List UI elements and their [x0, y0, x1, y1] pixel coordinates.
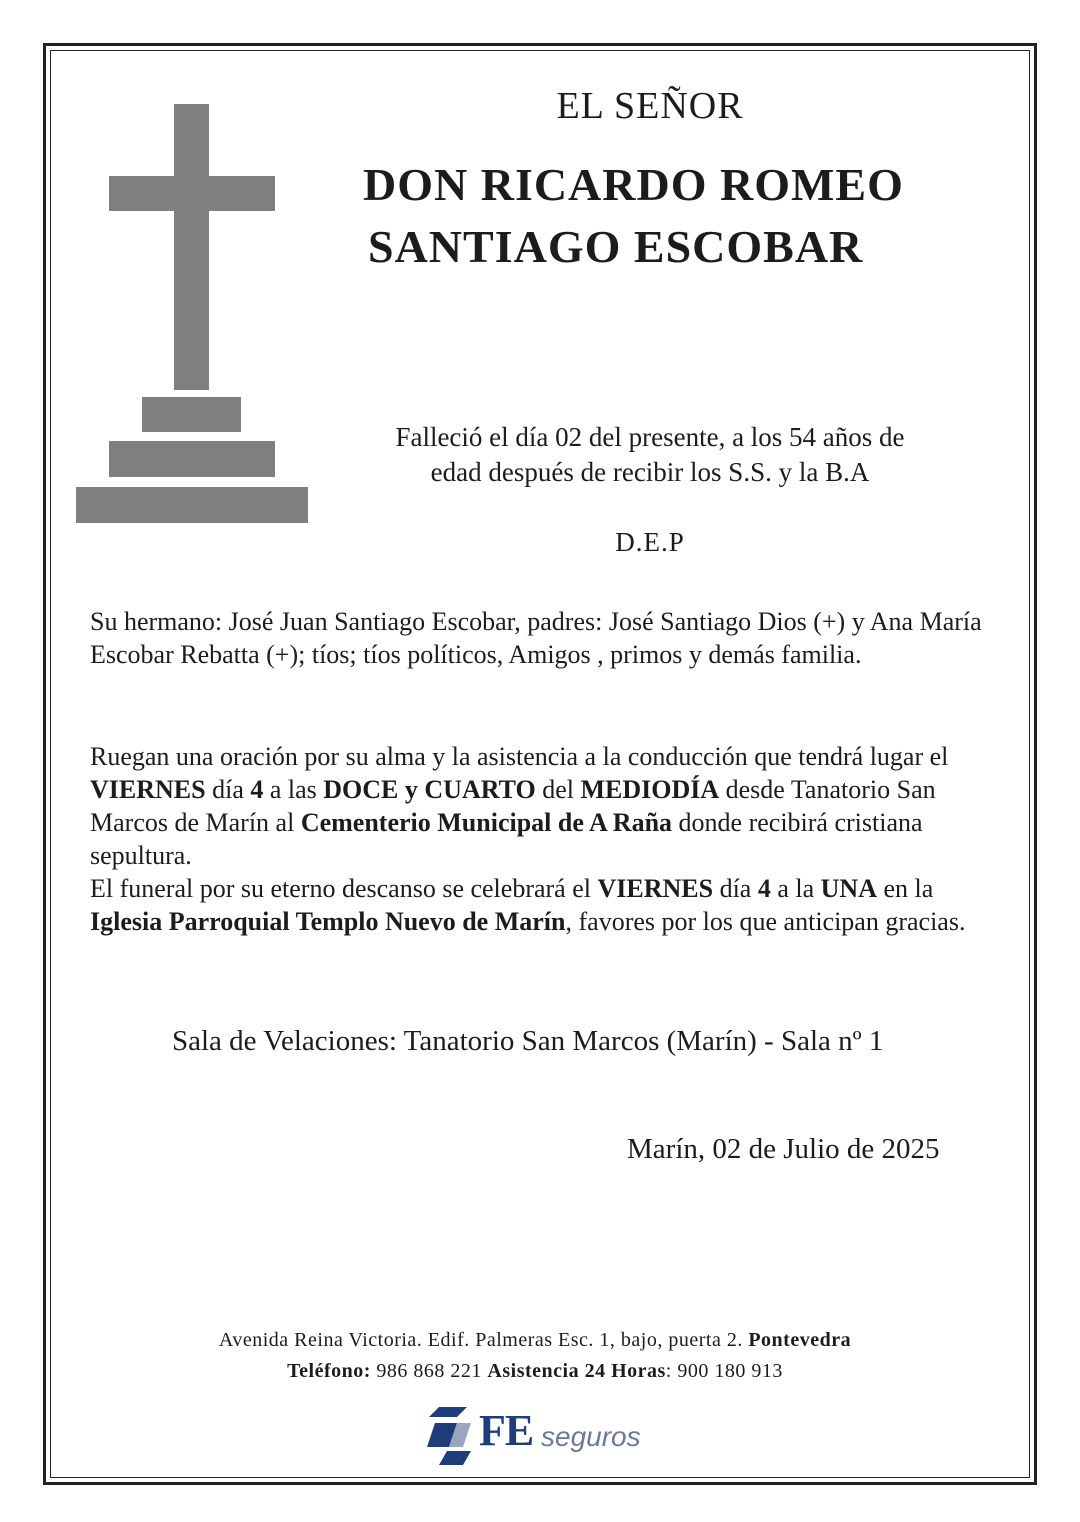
logo-mark-icon	[427, 1407, 475, 1465]
church-name: Iglesia Parroquial Templo Nuevo de Marín	[90, 907, 566, 936]
death-notice-line2: edad después de recibir los S.S. y la B.A	[430, 457, 870, 487]
fe-seguros-logo	[427, 1403, 657, 1465]
funeral-time: UNA	[820, 874, 877, 903]
death-notice	[320, 420, 980, 490]
conduction-day: VIERNES	[90, 775, 206, 804]
family-text: Su hermano: José Juan Santiago Escobar, padres: José Santiago Dios (+) y Ana María Escobar Rebatta (+); tíos; tíos políticos, Amigos , primos y demás familia.	[90, 607, 982, 669]
footer-phones: Teléfono: 986 868 221 Asistencia 24 Horas: 900 180 913	[287, 1360, 783, 1382]
place-date: Marín, 02 de Julio de 2025	[627, 1133, 940, 1165]
deceased-name-line2: SANTIAGO ESCOBAR	[368, 221, 864, 272]
footer-address: Avenida Reina Victoria. Edif. Palmeras Esc. 1, bajo, puerta 2. Pontevedra	[218, 1329, 852, 1351]
funeral-day: VIERNES	[597, 874, 714, 903]
footer-contact	[90, 1325, 980, 1387]
funeral-text: El funeral por su eterno descanso se celebrará el VIERNES día 4 a la UNA en la Iglesia Parroquial Templo Nuevo de Marín, favores por los que anticipan gracias.	[90, 874, 966, 936]
phone-label: Teléfono:	[287, 1360, 371, 1382]
dep-text: D.E.P	[615, 527, 685, 557]
cemetery-name: Cementerio Municipal de A Raña	[300, 808, 673, 837]
salutation: EL SEÑOR	[556, 85, 744, 127]
funeral-date: 4	[757, 874, 771, 903]
death-notice-line1: Falleció el día 02 del presente, a los 54 años de	[395, 422, 905, 452]
conduction-text: Ruegan una oración por su alma y la asistencia a la conducción que tendrá lugar el VIERNES día 4 a las DOCE y CUARTO del MEDIODÍA desde Tanatorio San Marcos de Marín al Cementerio Municipal de A Raña donde recibirá cristiana sepultura.	[90, 742, 949, 870]
conduction-date: 4	[250, 775, 264, 804]
wake-room: Sala de Velaciones: Tanatorio San Marcos (Marín) - Sala nº 1	[172, 1025, 884, 1057]
cross-icon	[75, 100, 310, 525]
conduction-midday: MEDIODÍA	[580, 775, 720, 804]
logo-brand: FE	[479, 1406, 534, 1455]
family-paragraph	[90, 605, 1010, 671]
footer-city: Pontevedra	[748, 1329, 852, 1351]
deceased-name-line1: DON RICARDO ROMEO	[363, 159, 904, 210]
logo-subtitle: seguros	[541, 1421, 641, 1452]
assistance-label: Asistencia 24 Horas	[487, 1360, 666, 1382]
ceremony-paragraph	[90, 740, 1010, 938]
conduction-time: DOCE y CUARTO	[323, 775, 536, 804]
